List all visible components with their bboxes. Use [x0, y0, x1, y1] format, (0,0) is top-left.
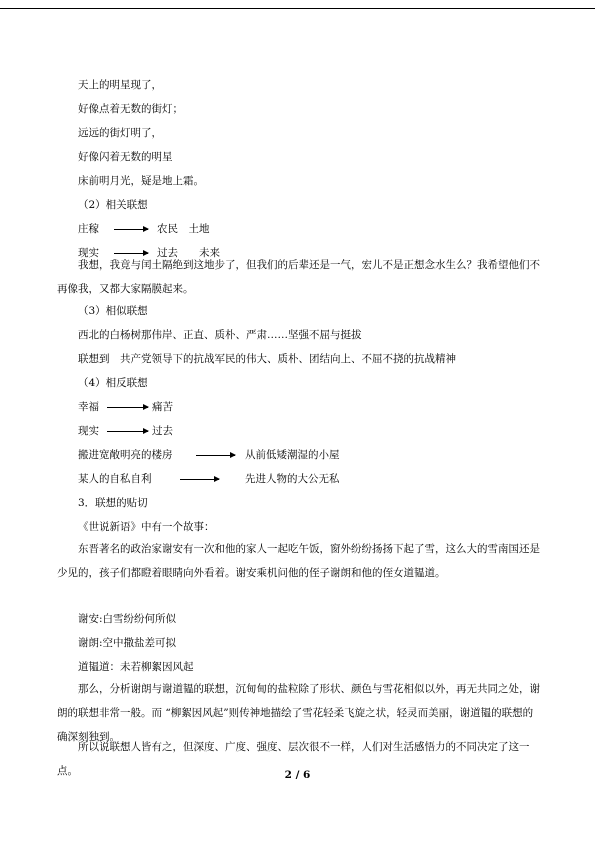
section-heading-similar: （3）相似联想 [78, 305, 148, 317]
poem-line-5: 床前明月光，疑是地上霜。 [78, 175, 204, 187]
section-heading-opposite: （4）相反联想 [78, 377, 148, 389]
part-heading: 3．联想的贴切 [78, 497, 148, 509]
assoc-result: 过去 [152, 425, 173, 437]
dialogue-line: 道韫道：未若柳絮因风起 [78, 661, 194, 673]
body-paragraph: 东晋著名的政治家谢安有一次和他的家人一起吃午饭，窗外纷纷扬扬下起了雪，这么大的雪南国还是少见的，孩子们都瞪着眼睛向外看着。谢安乘机问他的侄子谢朗和他的侄女道韫道。 [57, 543, 540, 579]
body-paragraph: 所以说联想人皆有之，但深度、广度、强度、层次很不一样，人们对生活感悟力的不同决定了这一点。 [57, 741, 530, 777]
assoc-term: 搬进宽敞明亮的楼房 [78, 449, 173, 461]
assoc-term: 现实 [78, 247, 99, 259]
poem-line-1: 天上的明星现了， [78, 79, 162, 91]
assoc-result: 先进人物的大公无私 [245, 473, 340, 485]
header-rule [0, 8, 595, 9]
assoc-result: 农民 土地 [157, 223, 210, 235]
assoc-term: 庄稼 [78, 223, 99, 235]
assoc-term: 现实 [78, 425, 99, 437]
poem-line-3: 远远的街灯明了， [78, 127, 162, 139]
dialogue-line: 谢安:白雪纷纷何所似 [78, 613, 177, 625]
dialogue-line: 谢朗:空中撒盐差可拟 [78, 637, 177, 649]
arrow-icon [180, 479, 219, 480]
section-heading-related: （2）相关联想 [78, 199, 148, 211]
body-paragraph: 那么，分析谢朗与谢道韫的联想，沉甸甸的盐粒除了形状、颜色与雪花相似以外，再无共同之处，谢朗的联想非常一般。而 “柳絮因风起”则传神地描绘了雪花轻柔飞旋之状，轻灵而美丽，谢道韫的联想的确深刻独到。 [57, 683, 540, 743]
arrow-icon [196, 455, 235, 456]
assoc-result: 过去 未来 [157, 247, 220, 259]
poem-line-4: 好像闪着无数的明星 [78, 151, 173, 163]
page-number: 2 / 6 [284, 769, 311, 781]
assoc-result: 痛苦 [152, 401, 173, 413]
arrow-icon [114, 229, 148, 230]
arrow-icon [107, 407, 148, 408]
body-paragraph: 我想，我竟与闰土隔绝到这地步了，但我们的后辈还是一气，宏儿不是正想念水生么？我希望他们不再像我，又都大家隔膜起来。 [57, 259, 540, 295]
assoc-result: 从前低矮潮湿的小屋 [245, 449, 340, 461]
arrow-icon [107, 431, 148, 432]
body-line: 联想到 共产党领导下的抗战军民的伟大、质朴、团结向上、不屈不挠的抗战精神 [78, 353, 456, 365]
body-line: 《世说新语》中有一个故事： [78, 521, 215, 533]
poem-line-2: 好像点着无数的街灯； [78, 103, 183, 115]
assoc-term: 某人的自私自利 [78, 473, 152, 485]
body-line: 西北的白杨树那伟岸、正直、质朴、严肃……坚强不屈与挺拔 [78, 329, 362, 341]
assoc-term: 幸福 [78, 401, 99, 413]
